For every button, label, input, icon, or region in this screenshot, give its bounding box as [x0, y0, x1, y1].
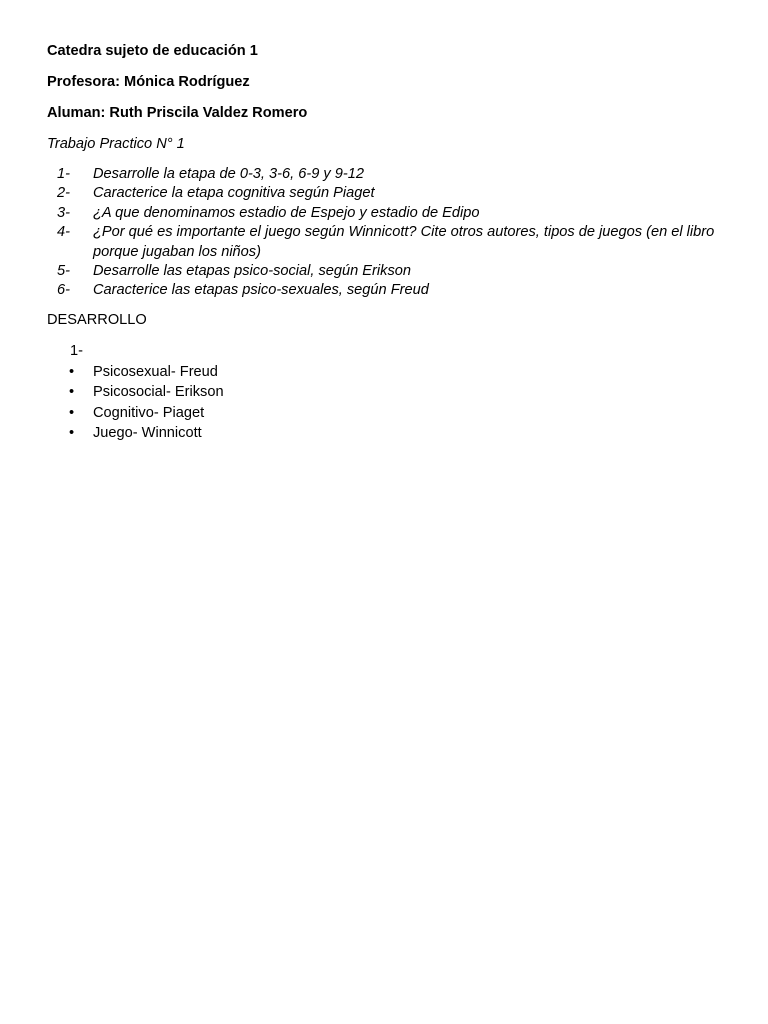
question-text: Caracterice la etapa cognitiva según Piaget	[93, 185, 375, 202]
question-item	[47, 281, 727, 300]
bullet-icon: •	[69, 384, 75, 401]
question-number: 4-	[57, 224, 70, 241]
course-title: Catedra sujeto de educación 1	[47, 43, 258, 59]
question-number: 6-	[57, 282, 70, 299]
question-text: Desarrolle la etapa de 0-3, 3-6, 6-9 y 9-12	[93, 166, 364, 182]
assignment-title: Trabajo Practico N° 1	[47, 136, 185, 152]
list-item-text: Juego- Winnicott	[93, 425, 202, 442]
questions-list	[47, 165, 727, 301]
document-page	[47, 42, 727, 444]
question-text: ¿Por qué es importante el juego según Winnicott? Cite otros autores, tipos de juegos (en el libro porque jugaban los niños)	[93, 224, 715, 260]
question-number: 3-	[57, 204, 70, 221]
question-number: 1-	[57, 166, 70, 182]
question-text: ¿A que denominamos estadio de Espejo y estadio de Edipo	[93, 204, 480, 221]
list-item-text: Cognitivo- Piaget	[93, 404, 205, 421]
list-item	[47, 403, 727, 424]
question-number: 5-	[57, 263, 70, 280]
question-text: Desarrolle las etapas psico-social, según Erikson	[93, 263, 411, 280]
list-item-text: Psicosexual- Freud	[93, 363, 218, 380]
question-item	[47, 262, 727, 281]
bullet-icon: •	[69, 404, 75, 421]
teacher-line: Profesora: Mónica Rodríguez	[47, 74, 250, 90]
list-item-text: Psicosocial- Erikson	[93, 384, 224, 401]
development-heading: DESARROLLO	[47, 311, 147, 328]
question-item	[47, 223, 727, 262]
question-number: 2-	[57, 185, 70, 202]
question-item	[47, 204, 727, 223]
list-item	[47, 382, 727, 403]
development-subnumber: 1-	[70, 342, 83, 359]
bullet-icon: •	[69, 363, 75, 380]
list-item	[47, 423, 727, 444]
question-text: Caracterice las etapas psico-sexuales, según Freud	[93, 282, 429, 299]
student-line: Aluman: Ruth Priscila Valdez Romero	[47, 105, 308, 121]
bullet-icon: •	[69, 425, 75, 442]
question-item	[47, 165, 727, 184]
list-item	[47, 362, 727, 383]
question-item	[47, 184, 727, 203]
development-list	[47, 362, 727, 444]
